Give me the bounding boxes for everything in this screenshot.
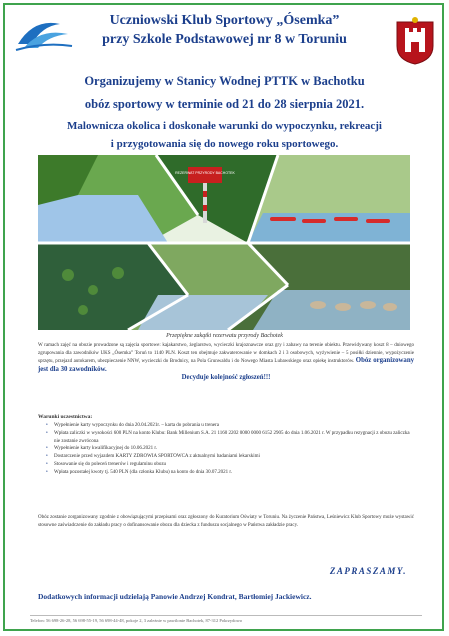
condition-item: • Dostarczenie przed wyjazdem KARTY ZDROWIA SPORTOWCA z aktualnymi badaniami lekarskimi [46,453,416,461]
invitation-text: ZAPRASZAMY. [329,566,407,576]
headline-tagline-2: i przygotowania się do nowego roku sportowego. [110,138,339,150]
condition-item: • Wpłata pozostałej kwoty tj. 540 PLN (dla członka Klubu) na konto do dnia 30.07.2021 r. [46,469,416,477]
conditions-title: Warunki uczestnictwa: [38,414,93,420]
condition-item: • Wypełnienie karty wypoczynku do dnia 20.04.2021r. – karta do pobrania u trenera [46,422,416,430]
condition-item: • Stosowanie się do poleceń trenerów i regulaminu obozu [46,461,416,469]
photo-caption: Przepiękne zakątki rezerwatu przyrody Bachotek [166,333,283,339]
description-text: W ramach zajęć na obozie prowadzone są zajęcia sportowe: kajakarstwo, żeglarstwo, wycieczki krajoznawcze oraz gry i zabawy na terenie obiektu. Przewidywany koszt 8 – dniowego zgrupowania dla zawodników UKS „Ósemka” Toruń to 1140 PLN. Koszt ten obejmuje zakwaterowanie w domkach 2 i 3 osobowych, wyżywienie – 5 posiłki dziennie, wypożyczenie sprzętu, przejazd autokarem, ubezpieczenie NNW, wycieczki do Brodnicy, na Pola Grunwaldu i do Nowego Miasta Lubawskiego oraz opiekę instruktorów. [38,343,414,365]
club-subtitle: przy Szkole Podstawowej nr 8 w Toruniu [102,32,347,47]
condition-item: • Wpłata zaliczki w wysokości 600 PLN na konto Klubu: Bank Millenium S.A. 21 1160 2202 0000 0000 6152 2905 do dnia 1.06.2021 r. W przypadku rezygnacji z obozu zaliczka nie zostanie zwrócona [46,430,416,446]
sign-text: REZERWAT PRZYRODY BACHOTEK [175,171,235,175]
footer-contact: Telefon: 56 698-26-28, 56 698-55-19, 56 698-44-48, pokoje 2, 3 zależnie w pawilonie Bachotek, 87-312 Pokrzydowo [30,615,422,623]
club-title: Uczniowski Klub Sportowy „Ósemka” [109,13,340,28]
headline-dates: obóz sportowy w terminie od 21 do 28 sierpnia 2021. [84,97,365,111]
description-paragraph [38,342,414,382]
headline-tagline-1: Malownicza okolica i doskonałe warunki do wypoczynku, rekreacji [67,120,382,132]
photo-collage [38,155,410,330]
headline-location: Organizujemy w Stanicy Wodnej PTTK w Bachotku [84,74,365,88]
description-emphasis-2: Decyduje kolejność zgłoszeń!!! [181,374,271,382]
condition-item: • Wypełnienie karty kwalifikacyjnej do 10.06.2021 r. [46,445,416,453]
organisation-note: Obóz zostanie zorganizowany zgodnie z obowiązującymi przepisami oraz zgłoszony do Kuratorium Oświaty w Toruniu. Na życzenie Państwa, Leśniewicz Klub Sportowy może wystawić stosowne zaświadczenie do zakładu pracy o dofinansowanie obozu dla dziecka z funduszu socjalnego w Państwa zakładzie pracy. [38,515,414,528]
description-emphasis-1: Obóz organizowany jest dla 30 zawodników. [38,357,414,373]
contact-info: Dodatkowych informacji udzielają Panowie Andrzej Kondrat, Bartłomiej Jackiewicz. [38,592,312,601]
conditions-list [46,422,416,477]
